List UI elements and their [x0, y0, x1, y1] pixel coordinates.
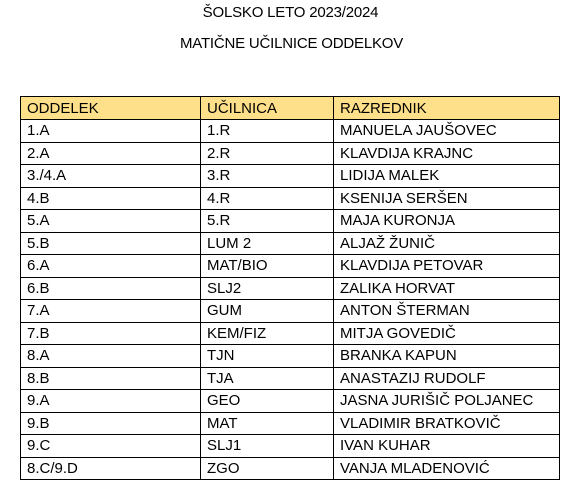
table-header-row	[21, 97, 560, 120]
table-row	[21, 390, 560, 413]
table-row	[21, 142, 560, 165]
table-row	[21, 255, 560, 278]
class-cell: 6.A	[21, 255, 201, 278]
table-row	[21, 345, 560, 368]
class-cell: 9.C	[21, 435, 201, 458]
table-row	[21, 412, 560, 435]
class-cell: 9.A	[21, 390, 201, 413]
teacher-cell: ALJAŽ ŽUNIČ	[334, 232, 560, 255]
classroom-cell: GEO	[201, 390, 334, 413]
column-header-razrednik: RAZREDNIK	[334, 97, 560, 120]
classroom-cell: SLJ2	[201, 277, 334, 300]
teacher-cell: JASNA JURIŠIČ POLJANEC	[334, 390, 560, 413]
classroom-cell: ZGO	[201, 457, 334, 480]
table-row	[21, 277, 560, 300]
teacher-cell: IVAN KUHAR	[334, 435, 560, 458]
classroom-cell: GUM	[201, 300, 334, 323]
teacher-cell: MAJA KURONJA	[334, 210, 560, 233]
teacher-cell: VLADIMIR BRATKOVIČ	[334, 412, 560, 435]
classroom-cell: TJA	[201, 367, 334, 390]
classroom-cell: 1.R	[201, 120, 334, 143]
classroom-cell: LUM 2	[201, 232, 334, 255]
school-year-title: ŠOLSKO LETO 2023/2024	[202, 4, 379, 21]
class-cell: 7.B	[21, 322, 201, 345]
table-row	[21, 367, 560, 390]
classroom-cell: 5.R	[201, 210, 334, 233]
class-cell: 4.B	[21, 187, 201, 210]
teacher-cell: VANJA MLADENOVIĆ	[334, 457, 560, 480]
class-cell: 8.C/9.D	[21, 457, 201, 480]
class-cell: 5.A	[21, 210, 201, 233]
class-cell: 5.B	[21, 232, 201, 255]
teacher-cell: MANUELA JAUŠOVEC	[334, 120, 560, 143]
class-cell: 7.A	[21, 300, 201, 323]
teacher-cell: ANTON ŠTERMAN	[334, 300, 560, 323]
teacher-cell: KSENIJA SERŠEN	[334, 187, 560, 210]
table-row	[21, 435, 560, 458]
table-row	[21, 457, 560, 480]
teacher-cell: KLAVDIJA KRAJNC	[334, 142, 560, 165]
classroom-cell: KEM/FIZ	[201, 322, 334, 345]
classroom-cell: SLJ1	[201, 435, 334, 458]
class-cell: 3./4.A	[21, 165, 201, 188]
document-subtitle: MATIČNE UČILNICE ODDELKOV	[179, 35, 404, 52]
class-cell: 1.A	[21, 120, 201, 143]
class-cell: 8.A	[21, 345, 201, 368]
table-row	[21, 210, 560, 233]
table-row	[21, 300, 560, 323]
class-cell: 9.B	[21, 412, 201, 435]
table-row	[21, 120, 560, 143]
table-row	[21, 232, 560, 255]
classroom-table	[20, 96, 560, 480]
teacher-cell: BRANKA KAPUN	[334, 345, 560, 368]
table-row	[21, 322, 560, 345]
classroom-cell: TJN	[201, 345, 334, 368]
class-cell: 6.B	[21, 277, 201, 300]
class-cell: 8.B	[21, 367, 201, 390]
table-row	[21, 187, 560, 210]
teacher-cell: MITJA GOVEDIČ	[334, 322, 560, 345]
teacher-cell: LIDIJA MALEK	[334, 165, 560, 188]
table-row	[21, 165, 560, 188]
teacher-cell: ZALIKA HORVAT	[334, 277, 560, 300]
classroom-cell: MAT	[201, 412, 334, 435]
table-body	[21, 120, 560, 480]
column-header-ucilnica: UČILNICA	[201, 97, 334, 120]
classroom-cell: 2.R	[201, 142, 334, 165]
column-header-oddelek: ODDELEK	[21, 97, 201, 120]
teacher-cell: ANASTAZIJ RUDOLF	[334, 367, 560, 390]
teacher-cell: KLAVDIJA PETOVAR	[334, 255, 560, 278]
classroom-cell: 3.R	[201, 165, 334, 188]
classroom-cell: MAT/BIO	[201, 255, 334, 278]
class-cell: 2.A	[21, 142, 201, 165]
classroom-cell: 4.R	[201, 187, 334, 210]
